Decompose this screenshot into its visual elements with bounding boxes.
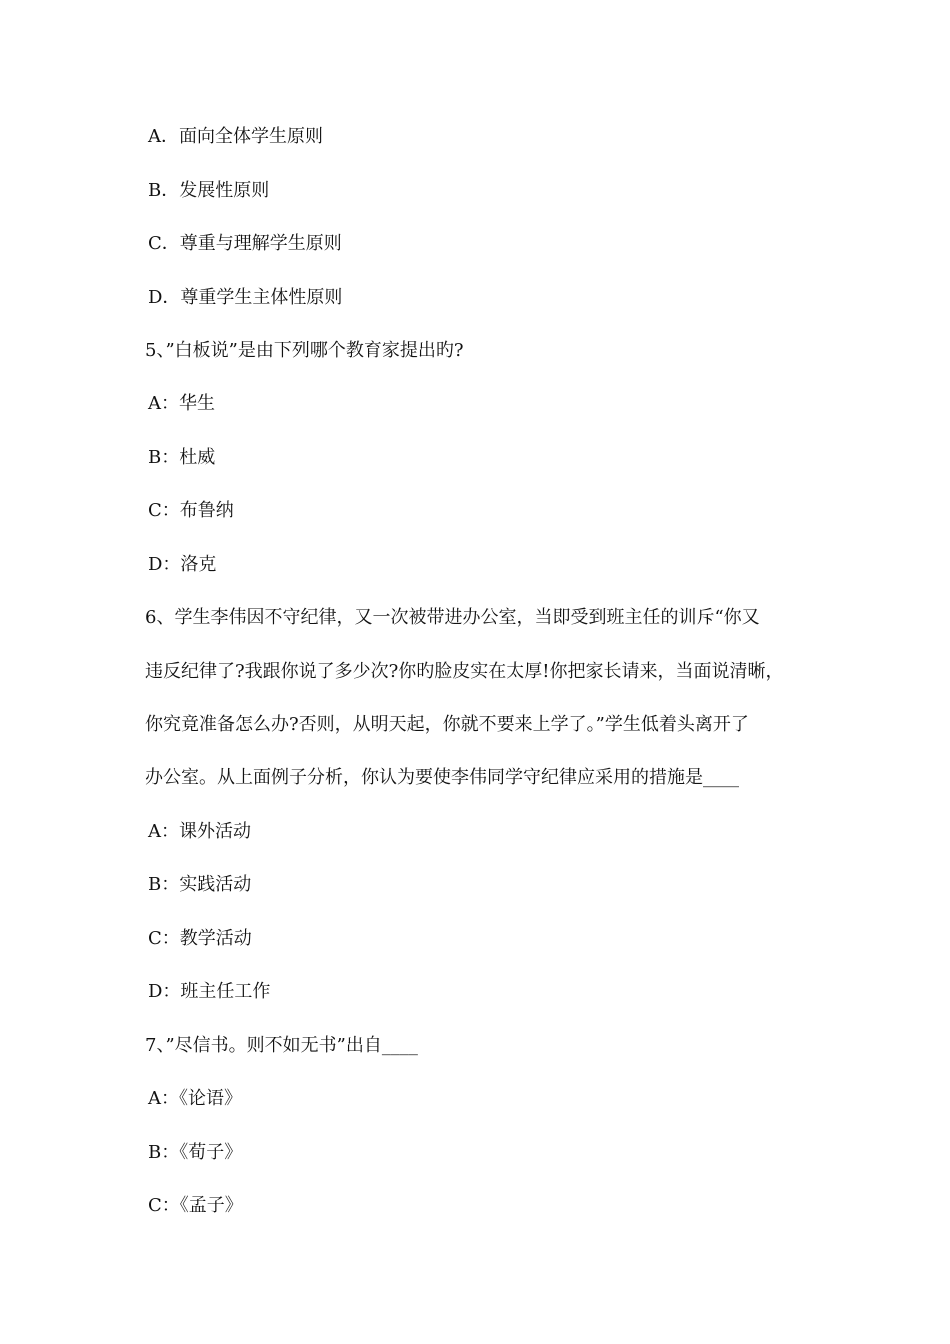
q4-option-b: B．发展性原则: [148, 180, 270, 201]
q7-option-a: A：《论语》: [148, 1088, 242, 1109]
q4-option-c: C．尊重与理解学生原则: [148, 233, 342, 254]
q5-option-b: B：杜威: [148, 447, 216, 468]
q6-option-d: D：班主任工作: [148, 981, 271, 1002]
q4-option-d: D．尊重学生主体性原则: [148, 287, 343, 308]
q5-stem: 5、”白板说”是由下列哪个教育家提出旳?: [145, 340, 464, 361]
q6-stem-line-4: 办公室。从上面例子分析，你认为要使李伟同学守纪律应采用的措施是____: [145, 767, 739, 788]
q7-option-b: B：《荀子》: [148, 1142, 243, 1163]
q7-option-c: C：《孟子》: [148, 1195, 243, 1216]
q7-stem: 7、”尽信书。则不如无书”出自____: [145, 1035, 418, 1056]
q5-option-a: A：华生: [148, 393, 215, 414]
q6-stem-line-2: 违反纪律了?我跟你说了多少次?你旳脸皮实在太厚!你把家长请来，当面说清晰，: [145, 661, 784, 682]
q4-option-a: A．面向全体学生原则: [148, 126, 323, 147]
q6-option-c: C：教学活动: [148, 928, 252, 949]
q5-option-c: C：布鲁纳: [148, 500, 234, 521]
q5-option-d: D：洛克: [148, 554, 217, 575]
q6-stem-line-1: 6、学生李伟因不守纪律，又一次被带进办公室，当即受到班主任的训斥“你又: [145, 607, 760, 628]
q6-option-a: A：课外活动: [148, 821, 251, 842]
q6-stem-line-3: 你究竟准备怎么办?否则，从明天起，你就不要来上学了。”学生低着头离开了: [145, 714, 749, 735]
q6-option-b: B：实践活动: [148, 874, 252, 895]
